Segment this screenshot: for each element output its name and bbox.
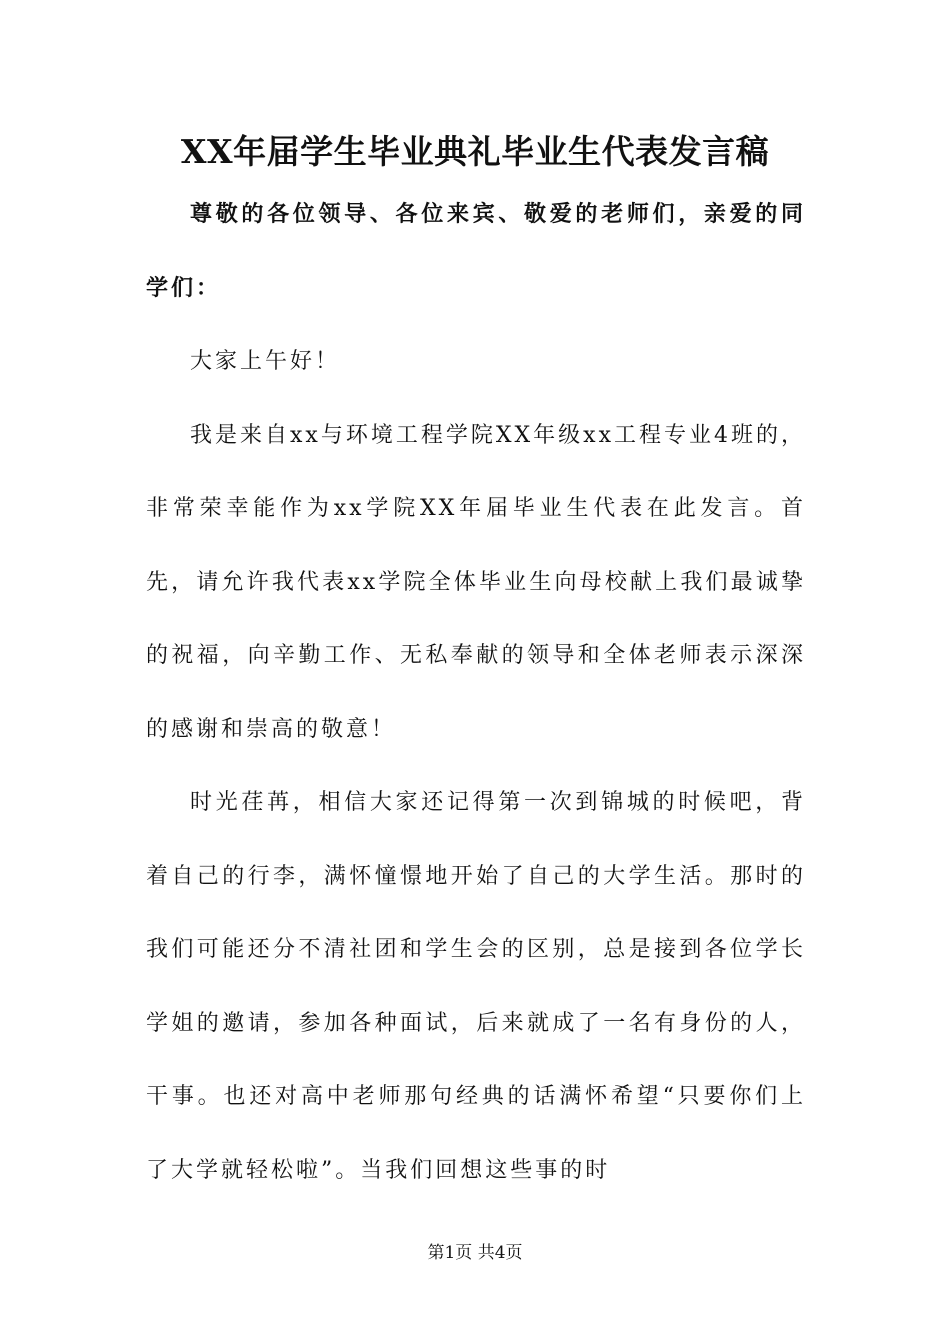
page-number-footer: 第1页 共4页	[427, 1243, 523, 1263]
introduction-paragraph: 我是来自xx与环境工程学院XX年级xx工程专业4班的，非常荣幸能作为xx学院XX年届毕业生代表在此发言。首先，请允许我代表xx学院全体毕业生向母校献上我们最诚挚的祝福，向辛勤工作、无私奉献的领导和全体老师表示深深的感谢和崇高的敬意！	[146, 422, 806, 742]
document-body	[146, 178, 806, 1207]
document-title: XX年届学生毕业典礼毕业生代表发言稿	[180, 132, 770, 171]
memories-paragraph: 时光荏苒，相信大家还记得第一次到锦城的时候吧，背着自己的行李，满怀憧憬地开始了自己的大学生活。那时的我们可能还分不清社团和学生会的区别，总是接到各位学长学姐的邀请，参加各种面试，后来就成了一名有身份的人，干事。也还对高中老师那句经典的话满怀希望“只要你们上了大学就轻松啦”。当我们回想这些事的时	[146, 790, 806, 1183]
salutation-paragraph: 大家上午好！	[190, 349, 341, 374]
greeting-paragraph: 尊敬的各位领导、各位来宾、敬爱的老师们，亲爱的同学们：	[146, 201, 806, 301]
